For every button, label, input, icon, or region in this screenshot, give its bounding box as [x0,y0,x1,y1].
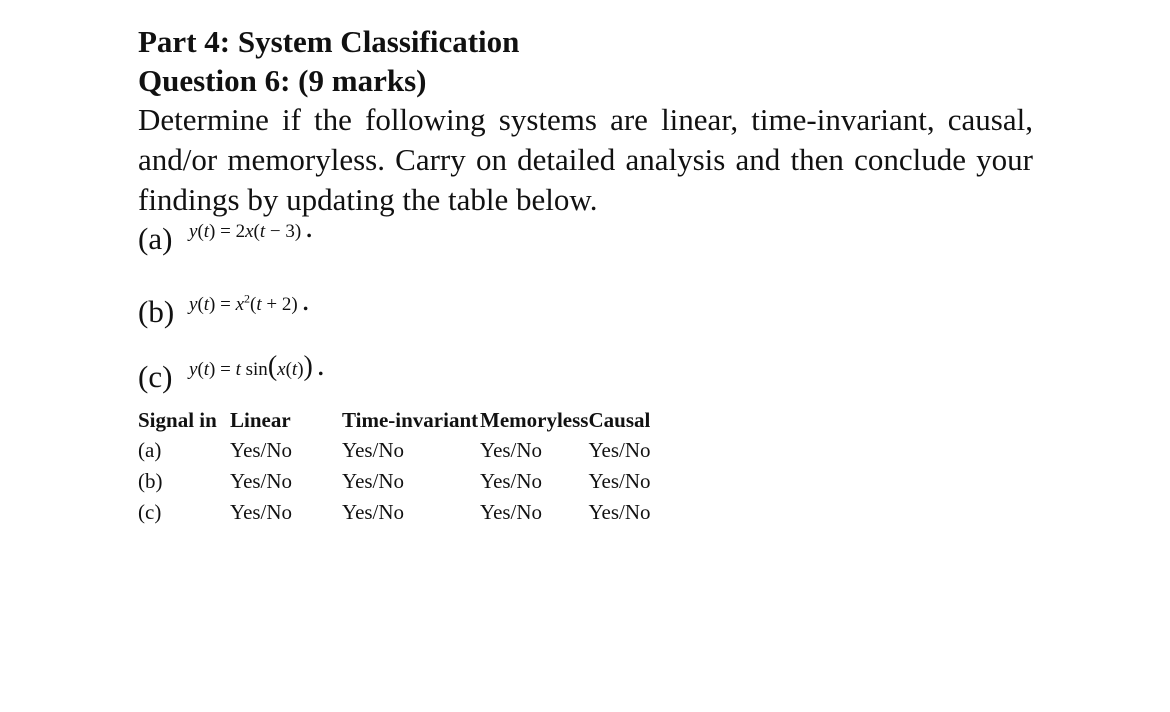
cell-signal: (a) [138,438,162,462]
cell-time-invariant: Yes/No [342,438,405,462]
cell-signal: (c) [138,500,162,524]
part-title: Part 4: System Classification [138,24,520,59]
header-causal: Causal [588,407,651,432]
formula-text: y(t) = t sin(x(t)) [189,351,313,382]
system-formula: $y(t) = x^2(t + 2)$ . [189,282,310,317]
table-row [138,497,658,528]
cell-linear: Yes/No [230,500,293,524]
document-body [138,22,1033,415]
system-item-b [138,282,1033,350]
cell-causal: Yes/No [588,438,651,462]
cell-linear: Yes/No [230,469,293,493]
cell-causal: Yes/No [588,500,651,524]
header-signal-in: Signal in [138,407,217,432]
system-label: (b) [138,294,175,329]
header-memoryless: Memoryless [480,407,589,432]
system-formula: y(t) = 2x(t − 3) . [189,209,313,244]
cell-memoryless: Yes/No [480,500,543,524]
table-row [138,466,658,497]
header-linear: Linear [230,407,291,432]
cell-memoryless: Yes/No [480,438,543,462]
classification-table [138,405,658,528]
cell-memoryless: Yes/No [480,469,543,493]
formula-text: y(t) = 2x(t − 3) [189,221,302,242]
question-intro: Determine if the following systems are linear, time-invariant, causal, and/or memoryless. Carry on detailed analysis and then conclude your findings by updating the table below. [138,102,1033,217]
formula-text: $y(t) = x^2(t + 2)$ [189,291,298,315]
system-item-a [138,209,1033,285]
table-header-row [138,405,658,435]
header-time-invariant: Time-invariant [342,407,479,432]
cell-linear: Yes/No [230,438,293,462]
cell-time-invariant: Yes/No [342,469,405,493]
cell-signal: (b) [138,469,163,493]
question-title: Question 6: (9 marks) [138,63,427,98]
table-row [138,435,658,466]
system-label: (c) [138,359,173,394]
cell-causal: Yes/No [588,469,651,493]
system-formula: y(t) = t sin(x(t)) . [189,347,325,382]
system-label: (a) [138,221,173,256]
cell-time-invariant: Yes/No [342,500,405,524]
